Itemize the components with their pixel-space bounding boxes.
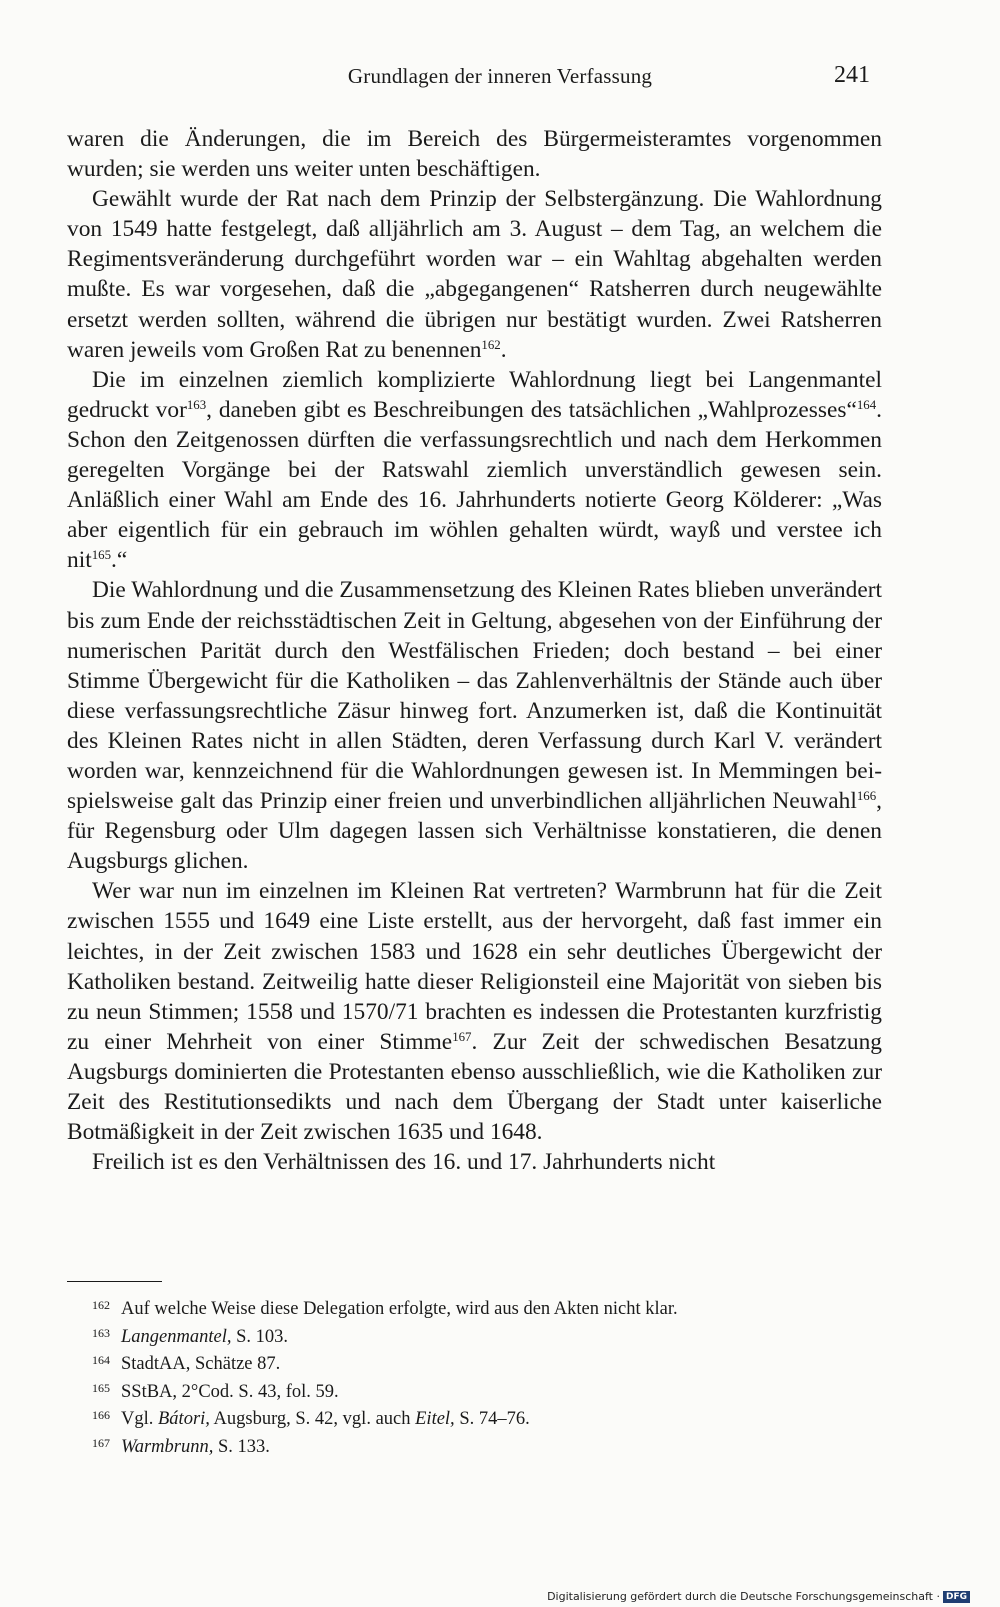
- footnote-number: 165: [92, 1380, 110, 1395]
- footnote-ref[interactable]: 164: [856, 397, 877, 412]
- footnote-text: StadtAA, Schätze 87.: [121, 1354, 281, 1374]
- footnote-number: 166: [92, 1408, 110, 1422]
- digitization-credit: [547, 1590, 970, 1603]
- footnote-text: S. 103.: [231, 1326, 289, 1347]
- footnote-ref[interactable]: 166: [856, 789, 877, 804]
- footnote-167: [92, 1432, 882, 1460]
- page-number: 241: [834, 62, 870, 88]
- footnote-text: Vgl.: [121, 1409, 158, 1429]
- footnote-number: 167: [92, 1435, 110, 1450]
- paragraph-text: , daneben gibt es Beschreibungen des tatsächlichen „Wahlprozesses“: [206, 396, 857, 423]
- paragraph-text: Die im einzelnen ziemlich komplizierte Wahlordnung liegt bei Langenmantel gedruckt vor: [67, 366, 882, 423]
- footnote-author: Langenmantel,: [121, 1326, 232, 1347]
- paragraph-4: [67, 575, 882, 876]
- footnote-author: Warmbrunn,: [121, 1436, 214, 1457]
- paragraph-text: Freilich ist es den Verhältnissen des 16. und 17. Jahrhunderts nicht: [92, 1149, 716, 1176]
- paragraph-text: Wer war nun im einzelnen im Kleinen Rat vertreten? Warmbrunn hat für die Zeit zwischen 1555 und 1649 eine Liste erstellt, aus der hervorgeht, daß fast immer ein leichtes, in der Zeit zwischen 1583 und 1628 ein sehr deutliches Übergewicht der Katholiken bestand. Zeitweilig hatte dieser Religionsteil eine Majorität von sieben bis zu neun Stimmen; 1558 und 1570/71 brachten es indessen die Protestanten kurzfristig zu einer Mehrheit von einer Stimme: [67, 878, 882, 1055]
- footnote-number: 163: [92, 1325, 110, 1340]
- footnote-166: [92, 1404, 882, 1432]
- footnote-text: S. 133.: [213, 1436, 270, 1457]
- footnote-ref[interactable]: 167: [452, 1029, 472, 1044]
- footnote-162: [92, 1294, 882, 1322]
- footnote-author: Eitel,: [415, 1409, 455, 1429]
- footnotes: [92, 1294, 882, 1459]
- footnote-ref[interactable]: 165: [91, 548, 111, 563]
- footnote-163: [92, 1322, 882, 1350]
- dfg-logo: DFG: [943, 1591, 970, 1603]
- paragraph-text: , für Regensburg oder Ulm dagegen lassen sich Verhältnisse konstatieren, die denen Augsburgs glichen.: [67, 788, 882, 875]
- footnote-number: 164: [92, 1353, 110, 1367]
- paragraph-text: . Schon den Zeitgenossen dürften die verfassungsrechtlich und nach dem Herkommen geregelten Vorgänge bei der Ratswahl ziemlich unverständlich gewesen sein. Anläßlich einer Wahl am Ende des 16. Jahrhunderts notierte Georg Kölderer: „Was aber eigentlich für ein gebrauch im wöhlen gehalten würdt, wayß und verstee ich nit: [67, 396, 882, 574]
- running-header-title: Grundlagen der inneren Verfassung: [347, 64, 653, 88]
- footnote-number: 162: [92, 1298, 110, 1312]
- paragraph-3: [67, 365, 882, 576]
- paragraph-text: waren die Änderungen, die im Bereich des Bürgermeisteramtes vorgenommen wurden; sie werden uns weiter unten beschäftigen.: [67, 126, 882, 183]
- footnote-165: [92, 1377, 882, 1405]
- footnote-author: Bátori,: [158, 1409, 210, 1429]
- footnote-text: Augsburg, S. 42, vgl. auch: [209, 1409, 416, 1429]
- paragraph-5: [67, 876, 882, 1147]
- paragraph-6: [67, 1147, 882, 1177]
- paragraph-text: . Zur Zeit der schwedischen Besatzung Augsburgs dominierten die Protestanten ebenso ausschließlich, wie die Katholiken zur Zeit des Restitutionsedikts und nach dem Übergang der Stadt unter kaiserliche Botmäßigkeit in der Zeit zwischen 1635 und 1648.: [67, 1028, 882, 1146]
- paragraph-2: [67, 184, 882, 365]
- paragraph-text: .“: [111, 547, 128, 574]
- footnote-text: S. 74–76.: [454, 1409, 530, 1429]
- paragraph-text: Gewählt wurde der Rat nach dem Prinzip der Selbstergänzung. Die Wahlordnung von 1549 hatte festgelegt, daß alljährlich am 3. August – dem Tag, an welchem die Regimentsveränderung durchgeführt worden war – ein Wahltag abgehalten werden mußte. Es war vorgesehen, daß die „abgegangenen“ Ratsherren durch neugewählte ersetzt werden sollten, während die übrigen nur bestätigt wurden. Zwei Ratsherren waren jeweils vom Großen Rat zu benennen: [67, 186, 882, 363]
- paragraph-1: [67, 124, 882, 184]
- footnote-ref[interactable]: 162: [481, 337, 501, 352]
- footnote-text: SStBA, 2°Cod. S. 43, fol. 59.: [121, 1381, 339, 1402]
- footnote-text: Auf welche Weise diese Delegation erfolgte, wird aus den Akten nicht klar.: [121, 1299, 678, 1319]
- credit-text: Digitalisierung gefördert durch die Deutsche Forschungsgemeinschaft ·: [547, 1590, 940, 1603]
- footnote-164: [92, 1349, 882, 1377]
- body-text: [67, 124, 882, 1177]
- paragraph-text: .: [500, 336, 507, 363]
- footnote-divider: [67, 1281, 162, 1282]
- footnote-ref[interactable]: 163: [186, 397, 207, 412]
- paragraph-text: Die Wahlordnung und die Zusammensetzung des Kleinen Rates blieben unverändert bis zum Ende der reichsstädtischen Zeit in Geltung, abgesehen von der Einführung der numerischen Parität durch den Westfälischen Frieden; doch bestand – bei einer Stimme Übergewicht für die Katholiken – das Zahlenverhältnis der Stände auch über diese verfassungsrechtliche Zäsur hinweg fort. Anzumerken ist, daß die Kontinuität des Kleinen Rates nicht in allen Städten, deren Verfassung durch Karl V. verändert worden war, kennzeichnend für die Wahlordnungen gewesen ist. In Memmingen beispielsweise galt das Prinzip einer freien und unverbindlichen alljährlichen Neuwahl: [67, 577, 882, 815]
